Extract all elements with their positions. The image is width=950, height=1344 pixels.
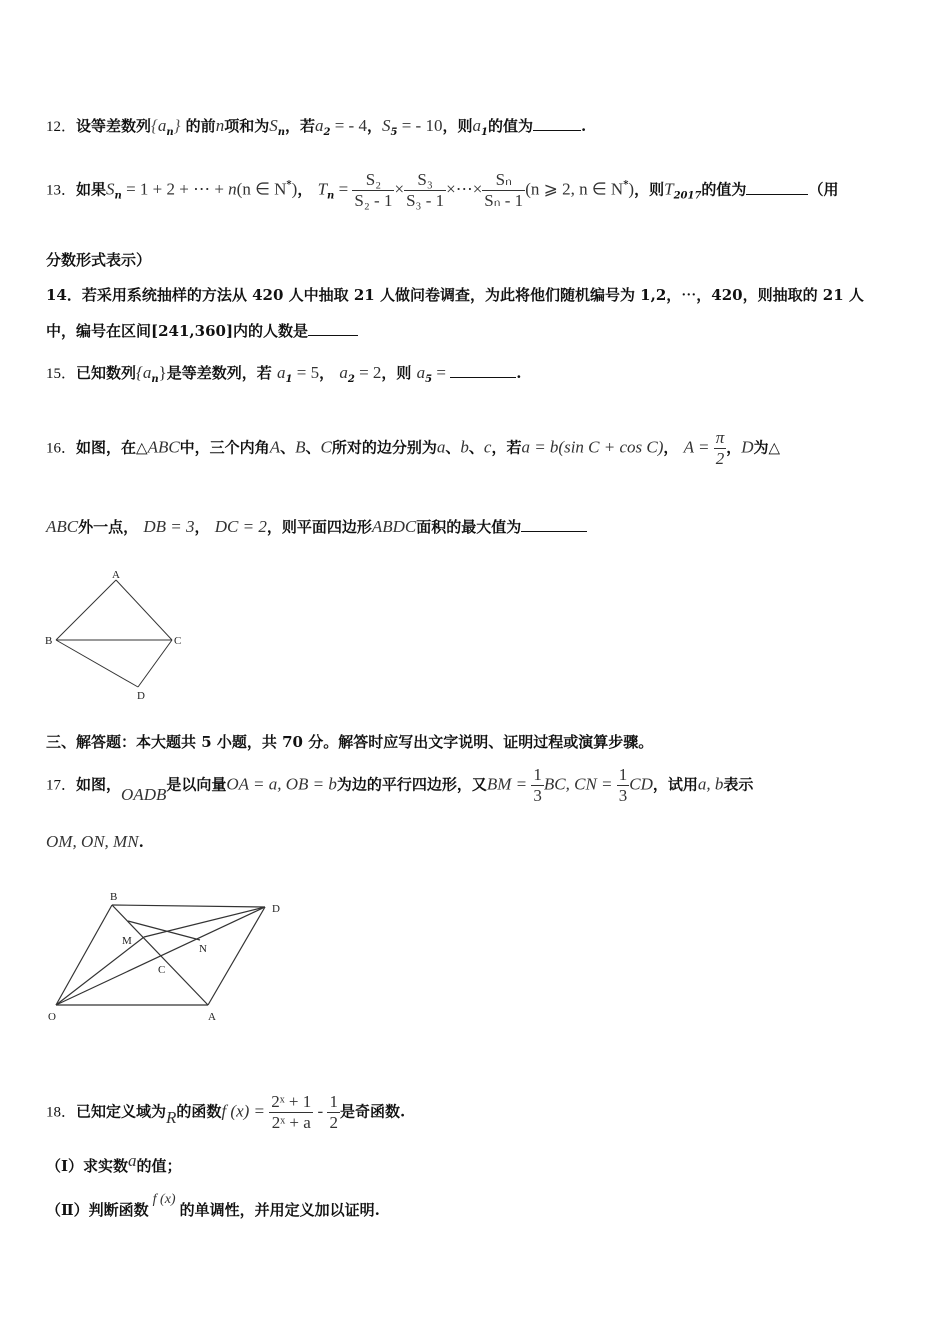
- label-c: C: [174, 635, 182, 647]
- question-17: 17．如图，OADB是以向量OA = a, OB = b为边的平行四边形，又BM = $\frac{1}{3}$ BC, CN = $\frac{1}{3}$ CD，试用a, b表示: [46, 765, 754, 805]
- question-number: 13．: [46, 182, 77, 199]
- question-18-part-1: （Ⅰ）求实数a的值；: [46, 1151, 182, 1175]
- label-b: B: [45, 635, 53, 647]
- answer-blank: [746, 180, 808, 195]
- fraction-function: $\frac{\text{2ˣ + 1}}{\text{2ˣ + a}}$: [271, 1092, 312, 1132]
- question-13: 13．如果$S_n = 1 + 2$ + ⋯ + n(n ∈ N*)， $T_n$ = $\frac{\text{S₂}}{\text{S₂ - 1}}$ × $\frac{\text{S₃}}{\text{S₃ - 1}}$ ×⋯× $\frac{\text{Sₙ}}{\text{Sₙ - 1}}$ (n ⩾ 2, n ∈ N*)，则$T_{2017}$的值为 （用: [46, 170, 839, 210]
- parallelogram-figure: [40, 885, 300, 1030]
- edge-ab: [56, 580, 116, 640]
- question-number: 18．: [46, 1104, 77, 1121]
- section-3-heading: 三、解答题：本大题共 5 小题，共 70 分。解答时应写出文字说明、证明过程或演算步骤。: [46, 733, 654, 751]
- label-c: C: [158, 964, 166, 976]
- edge-ac: [116, 580, 172, 640]
- diagonal-ba: [112, 905, 208, 1005]
- fraction-sn: $\frac{\text{Sₙ}}{\text{Sₙ - 1}}$: [484, 170, 524, 210]
- triangle-figure: [40, 565, 200, 705]
- fraction-s3: $\frac{\text{S₃}}{\text{S₃ - 1}}$: [406, 170, 445, 210]
- question-14-line1: 14．若采用系统抽样的方法从 420 人中抽取 21 人做问卷调查，为此将他们随机编号为 1,2，⋯，420，则抽取的 21 人: [46, 286, 864, 304]
- answer-blank: [450, 363, 516, 378]
- label-m: M: [122, 935, 132, 947]
- question-number: 16．: [46, 440, 77, 457]
- question-18: 18．已知定义域为R的函数f (x) = $\frac{\text{2ˣ + 1}}{\text{2ˣ + a}}$ - $\frac{1}{2}$ 是奇函数.: [46, 1092, 406, 1132]
- edge-bd: [112, 905, 265, 907]
- label-a: A: [112, 569, 120, 581]
- edge-ob: [56, 905, 112, 1005]
- segment-md: [144, 907, 265, 937]
- label-n: N: [199, 943, 207, 955]
- question-16: 16．如图，在△ABC中，三个内角A、B、C所对的边分别为a、b、c，若a = b(sin C + cos C)， A = $\frac{\pi}{2}$ ，D为△: [46, 428, 781, 468]
- segment-mn: [128, 921, 200, 940]
- fraction-pi-over-2: $\frac{\pi}{2}$: [715, 428, 725, 468]
- label-a: A: [208, 1011, 216, 1023]
- question-18-part-2: （Ⅱ）判断函数f (x)的单调性，并用定义加以证明.: [46, 1192, 380, 1219]
- answer-blank: [533, 116, 581, 131]
- edge-bd: [56, 640, 138, 687]
- segment-om: [56, 937, 144, 1005]
- label-o: O: [48, 1011, 56, 1023]
- edge-cd: [138, 640, 172, 687]
- question-14-line2: 中，编号在区间[241,360]内的人数是: [46, 320, 358, 341]
- fraction-one-third-2: $\frac{1}{3}$: [618, 765, 628, 805]
- fraction-one-third: $\frac{1}{3}$: [533, 765, 542, 805]
- question-number: 12．: [46, 119, 77, 135]
- question-16-cont: ABC外一点， DB = 3， DC = 2，则平面四边形ABDC面积的最大值为: [46, 516, 587, 537]
- answer-blank: [521, 517, 587, 532]
- label-d: D: [137, 690, 145, 702]
- question-15: 15．已知数列$\{a_n\}$是等差数列，若 $a_1 = 5$， $a_2 = 2$，则 $a_5$ = .: [46, 363, 522, 385]
- question-12: 12．设等差数列$\{a_n\}$ 的前n项和为$S_n$，若$a_2$ = - 4，$S_5$ = - 10，则$a_1$的值为 .: [46, 116, 587, 138]
- question-number: 17．: [46, 777, 77, 794]
- question-13-cont: 分数形式表示）: [46, 251, 152, 269]
- answer-blank: [308, 321, 358, 336]
- edge-ad: [208, 907, 265, 1005]
- question-number: 15．: [46, 366, 77, 382]
- label-b: B: [110, 891, 118, 903]
- fraction-half: $\frac{1}{2}$: [329, 1092, 338, 1132]
- question-17-cont: OM, ON, MN.: [46, 832, 144, 851]
- label-d: D: [272, 903, 280, 915]
- fraction-s2: $\frac{\text{S₂}}{\text{S₂ - 1}}$: [354, 170, 393, 210]
